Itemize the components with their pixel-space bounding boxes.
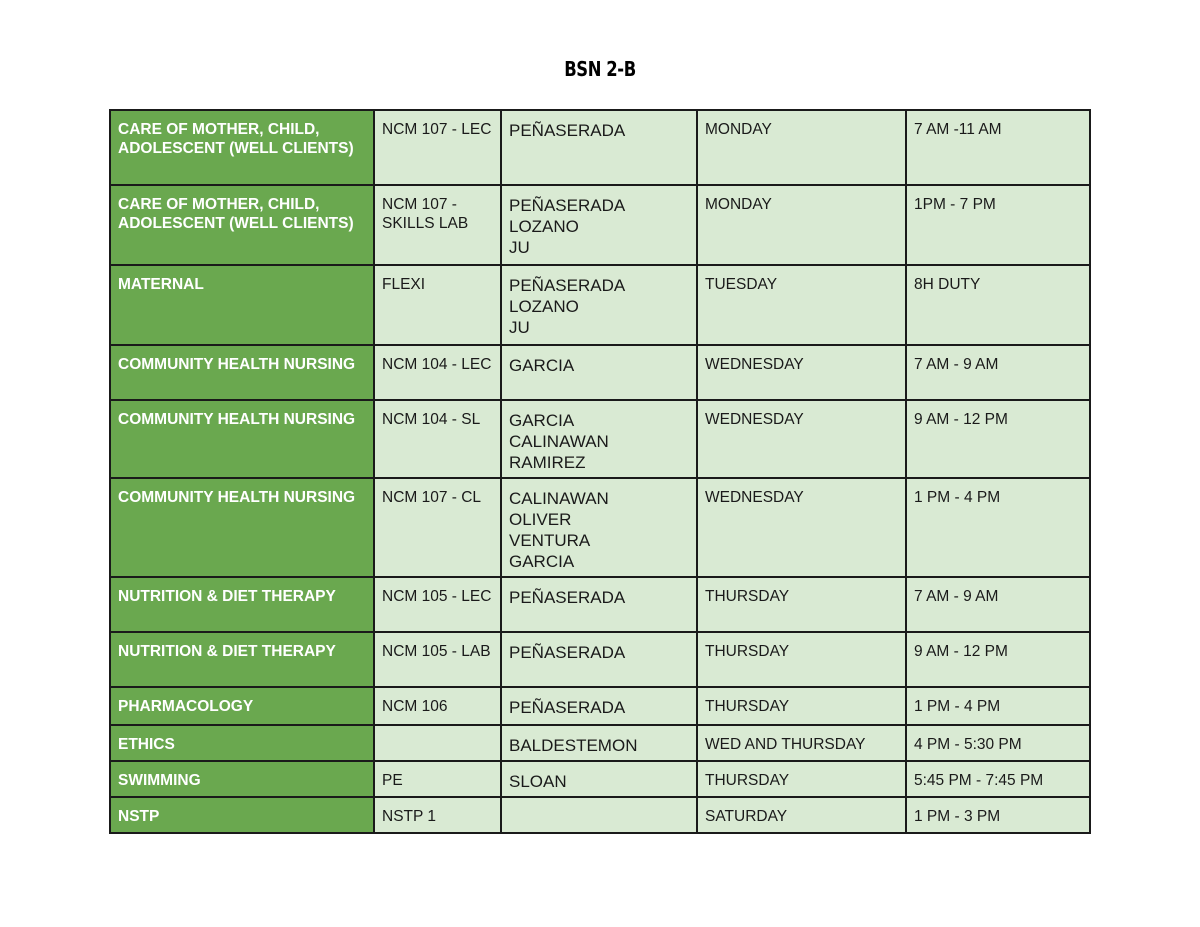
instructor-name: PEÑASERADA xyxy=(509,588,626,607)
course-code-cell: NCM 105 - LAB xyxy=(374,632,501,687)
course-code-cell: NSTP 1 xyxy=(374,797,501,833)
instructors-cell xyxy=(501,761,697,797)
instructors-cell xyxy=(501,345,697,400)
day-cell: TUESDAY xyxy=(697,265,906,345)
time-cell: 1 PM - 4 PM xyxy=(906,478,1090,577)
day-cell: WEDNESDAY xyxy=(697,478,906,577)
time-cell: 7 AM - 9 AM xyxy=(906,577,1090,632)
course-code-cell: NCM 104 - LEC xyxy=(374,345,501,400)
instructors-cell xyxy=(501,797,697,833)
course-code-cell: NCM 106 xyxy=(374,687,501,725)
day-cell: SATURDAY xyxy=(697,797,906,833)
time-cell: 1 PM - 4 PM xyxy=(906,687,1090,725)
instructors-cell xyxy=(501,400,697,478)
table-row xyxy=(110,797,1090,833)
table-row xyxy=(110,345,1090,400)
day-cell: THURSDAY xyxy=(697,632,906,687)
table-row xyxy=(110,632,1090,687)
subject-cell: SWIMMING xyxy=(110,761,374,797)
subject-cell: MATERNAL xyxy=(110,265,374,345)
subject-cell: PHARMACOLOGY xyxy=(110,687,374,725)
day-cell: MONDAY xyxy=(697,110,906,185)
instructor-name: PEÑASERADA xyxy=(509,196,626,215)
table-row xyxy=(110,577,1090,632)
instructor-name: PEÑASERADA xyxy=(509,643,626,662)
course-code-cell: NCM 104 - SL xyxy=(374,400,501,478)
time-cell: 9 AM - 12 PM xyxy=(906,632,1090,687)
day-cell: MONDAY xyxy=(697,185,906,265)
instructor-name: PEÑASERADA xyxy=(509,698,626,717)
subject-cell: COMMUNITY HEALTH NURSING xyxy=(110,345,374,400)
subject-cell: CARE OF MOTHER, CHILD, ADOLESCENT (WELL CLIENTS) xyxy=(110,110,374,185)
subject-cell: COMMUNITY HEALTH NURSING xyxy=(110,478,374,577)
subject-cell: ETHICS xyxy=(110,725,374,761)
course-code-cell: NCM 107 - CL xyxy=(374,478,501,577)
subject-cell: COMMUNITY HEALTH NURSING xyxy=(110,400,374,478)
time-cell: 8H DUTY xyxy=(906,265,1090,345)
instructor-name: RAMIREZ xyxy=(509,453,586,472)
instructor-name: GARCIA xyxy=(509,411,575,430)
day-cell: WED AND THURSDAY xyxy=(697,725,906,761)
schedule-table xyxy=(109,109,1091,834)
course-code-cell: PE xyxy=(374,761,501,797)
instructor-name: CALINAWAN xyxy=(509,489,609,508)
time-cell: 4 PM - 5:30 PM xyxy=(906,725,1090,761)
time-cell: 7 AM - 9 AM xyxy=(906,345,1090,400)
table-row xyxy=(110,478,1090,577)
subject-cell: NUTRITION & DIET THERAPY xyxy=(110,632,374,687)
table-row xyxy=(110,110,1090,185)
instructor-name: LOZANO xyxy=(509,297,579,316)
table-row xyxy=(110,265,1090,345)
table-row xyxy=(110,400,1090,478)
instructor-name: OLIVER xyxy=(509,510,572,529)
schedule-body xyxy=(110,110,1090,833)
course-code-cell xyxy=(374,725,501,761)
instructor-name: PEÑASERADA xyxy=(509,121,626,140)
subject-cell: NSTP xyxy=(110,797,374,833)
instructor-name: GARCIA xyxy=(509,552,575,571)
time-cell: 9 AM - 12 PM xyxy=(906,400,1090,478)
time-cell: 1 PM - 3 PM xyxy=(906,797,1090,833)
instructor-name: LOZANO xyxy=(509,217,579,236)
table-row xyxy=(110,687,1090,725)
subject-cell: CARE OF MOTHER, CHILD, ADOLESCENT (WELL CLIENTS) xyxy=(110,185,374,265)
instructors-cell xyxy=(501,185,697,265)
course-code-cell: NCM 107 - LEC xyxy=(374,110,501,185)
instructor-name: CALINAWAN xyxy=(509,432,609,451)
course-code-cell: NCM 105 - LEC xyxy=(374,577,501,632)
day-cell: WEDNESDAY xyxy=(697,345,906,400)
table-row xyxy=(110,185,1090,265)
time-cell: 7 AM -11 AM xyxy=(906,110,1090,185)
instructors-cell xyxy=(501,632,697,687)
page-title: BSN 2-B xyxy=(564,57,636,81)
subject-cell: NUTRITION & DIET THERAPY xyxy=(110,577,374,632)
instructor-name: VENTURA xyxy=(509,531,591,550)
instructors-cell xyxy=(501,577,697,632)
instructors-cell xyxy=(501,725,697,761)
instructors-cell xyxy=(501,265,697,345)
table-row xyxy=(110,761,1090,797)
instructor-name: JU xyxy=(509,318,530,337)
course-code-cell: NCM 107 - SKILLS LAB xyxy=(374,185,501,265)
instructor-name: SLOAN xyxy=(509,772,567,791)
instructor-name: JU xyxy=(509,238,530,257)
table-row xyxy=(110,725,1090,761)
time-cell: 1PM - 7 PM xyxy=(906,185,1090,265)
instructors-cell xyxy=(501,478,697,577)
day-cell: THURSDAY xyxy=(697,577,906,632)
day-cell: THURSDAY xyxy=(697,761,906,797)
instructor-name: GARCIA xyxy=(509,356,575,375)
instructor-name: BALDESTEMON xyxy=(509,736,638,755)
instructor-name: PEÑASERADA xyxy=(509,276,626,295)
day-cell: WEDNESDAY xyxy=(697,400,906,478)
day-cell: THURSDAY xyxy=(697,687,906,725)
course-code-cell: FLEXI xyxy=(374,265,501,345)
instructors-cell xyxy=(501,687,697,725)
time-cell: 5:45 PM - 7:45 PM xyxy=(906,761,1090,797)
instructors-cell xyxy=(501,110,697,185)
